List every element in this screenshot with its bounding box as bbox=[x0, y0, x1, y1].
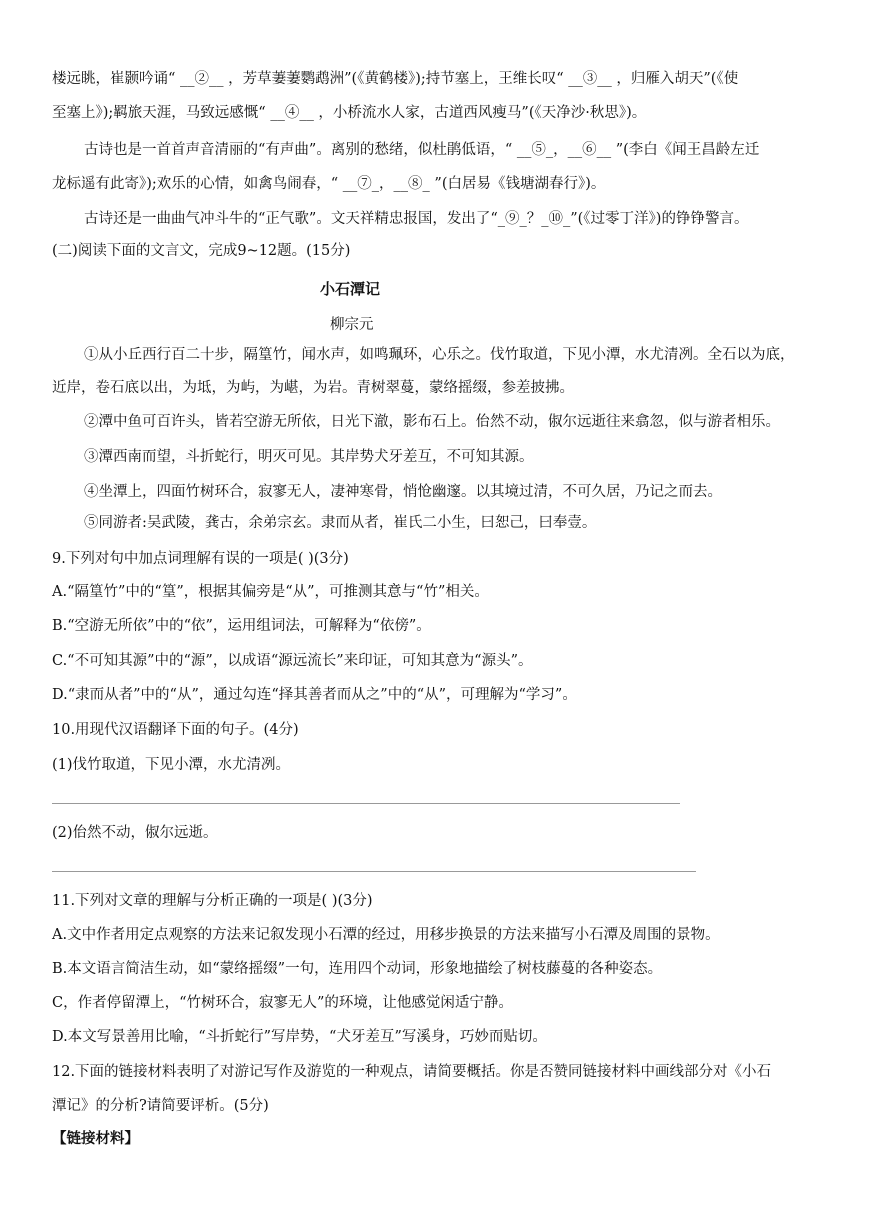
question-option: D.本文写景善用比喻，“斗折蛇行”写岸势，“犬牙差互”写溪身，巧妙而贴切。 bbox=[52, 1029, 547, 1045]
question-option: B.本文语言简洁生动，如“蒙络摇缀”一句，连用四个动词，形象地描绘了树枝藤蔓的各种姿态。 bbox=[52, 961, 663, 977]
essay-paragraph: 近岸，卷石底以出，为坻，为屿，为嵁，为岩。青树翠蔓，蒙络摇缀，参差披拂。 bbox=[52, 380, 574, 396]
essay-paragraph: ⑤同游者:吴武陵，龚古，余弟宗玄。隶而从者，崔氏二小生，曰恕己，曰奉壹。 bbox=[84, 515, 597, 531]
essay-author: 柳宗元 bbox=[330, 317, 374, 333]
answer-line bbox=[52, 803, 680, 804]
question-stem: 11.下列对文章的理解与分析正确的一项是( )(3分) bbox=[52, 893, 373, 909]
question-stem: 10.用现代汉语翻译下面的句子。(4分) bbox=[52, 722, 299, 738]
question-stem: 12.下面的链接材料表明了对游记写作及游览的一种观点，请简要概括。你是否赞同链接材料中画线部分对《小石 bbox=[52, 1064, 772, 1080]
text-line: 古诗也是一首首声音清丽的“有声曲”。离别的愁绪，似杜鹃低语，“ __⑤_，__⑥__ ”(李白《闻王昌龄左迁 bbox=[84, 142, 760, 158]
text-line: 至塞上》);羁旅天涯，马致远感慨“ __④__ ，小桥流水人家，古道西风瘦马”(《天净沙·秋思》)。 bbox=[52, 105, 647, 121]
translate-item: (1)伐竹取道，下见小潭，水尤清冽。 bbox=[52, 757, 291, 773]
link-material-heading: 【链接材料】 bbox=[52, 1130, 139, 1147]
text-line: 龙标遥有此寄》);欢乐的心情，如禽鸟闹春，“ __⑦_，__⑧_ ”(白居易《钱塘湖春行》)。 bbox=[52, 176, 606, 192]
question-option: A.文中作者用定点观察的方法来记叙发现小石潭的经过，用移步换景的方法来描写小石潭及周围的景物。 bbox=[52, 927, 720, 943]
translate-item: (2)佁然不动，俶尔远逝。 bbox=[52, 825, 218, 841]
essay-title: 小石潭记 bbox=[320, 280, 381, 298]
question-option: B.“空游无所依”中的“依”，运用组词法，可解释为“依傍”。 bbox=[52, 618, 431, 634]
answer-line bbox=[52, 871, 696, 872]
text-line: 古诗还是一曲曲气冲斗牛的“正气歌”。文天祥精忠报国，发出了“_⑨_？_⑩_”(《过零丁洋》)的铮铮警言。 bbox=[84, 211, 749, 227]
text-line: 楼远眺，崔颢吟诵“ __②__ ，芳草萋萋鹦鹉洲”(《黄鹤楼》);持节塞上，王维长叹“ __③__ ，归雁入胡天”(《使 bbox=[52, 71, 739, 87]
section-heading: (二)阅读下面的文言文，完成9~12题。(15分) bbox=[52, 243, 351, 259]
essay-paragraph: ④坐潭上，四面竹树环合，寂寥无人，凄神寒骨，悄怆幽邃。以其境过清，不可久居，乃记之而去。 bbox=[84, 484, 722, 500]
question-option: A.“隔篁竹”中的“篁”，根据其偏旁是“从”，可推测其意与“竹”相关。 bbox=[52, 584, 489, 600]
question-stem: 潭记》的分析?请简要评析。(5分) bbox=[52, 1098, 269, 1114]
question-stem: 9.下列对句中加点词理解有误的一项是( )(3分) bbox=[52, 551, 349, 567]
question-option: D.“隶而从者”中的“从”，通过勾连“择其善者而从之”中的“从”，可理解为“学习”。 bbox=[52, 687, 577, 703]
essay-paragraph: ②潭中鱼可百许头，皆若空游无所依，日光下澈，影布石上。佁然不动，俶尔远逝往来翕忽，似与游者相乐。 bbox=[84, 414, 780, 430]
essay-paragraph: ③潭西南而望，斗折蛇行，明灭可见。其岸势犬牙差互，不可知其源。 bbox=[84, 449, 534, 465]
question-option: C，作者停留潭上，“竹树环合，寂寥无人”的环境，让他感觉闲适宁静。 bbox=[52, 995, 513, 1011]
essay-paragraph: ①从小丘西行百二十步，隔篁竹，闻水声，如鸣珮环，心乐之。伐竹取道，下见小潭，水尤清冽。全石以为底， bbox=[84, 347, 795, 363]
question-option: C.“不可知其源”中的“源”，以成语“源远流长”来印证，可知其意为“源头”。 bbox=[52, 653, 533, 669]
